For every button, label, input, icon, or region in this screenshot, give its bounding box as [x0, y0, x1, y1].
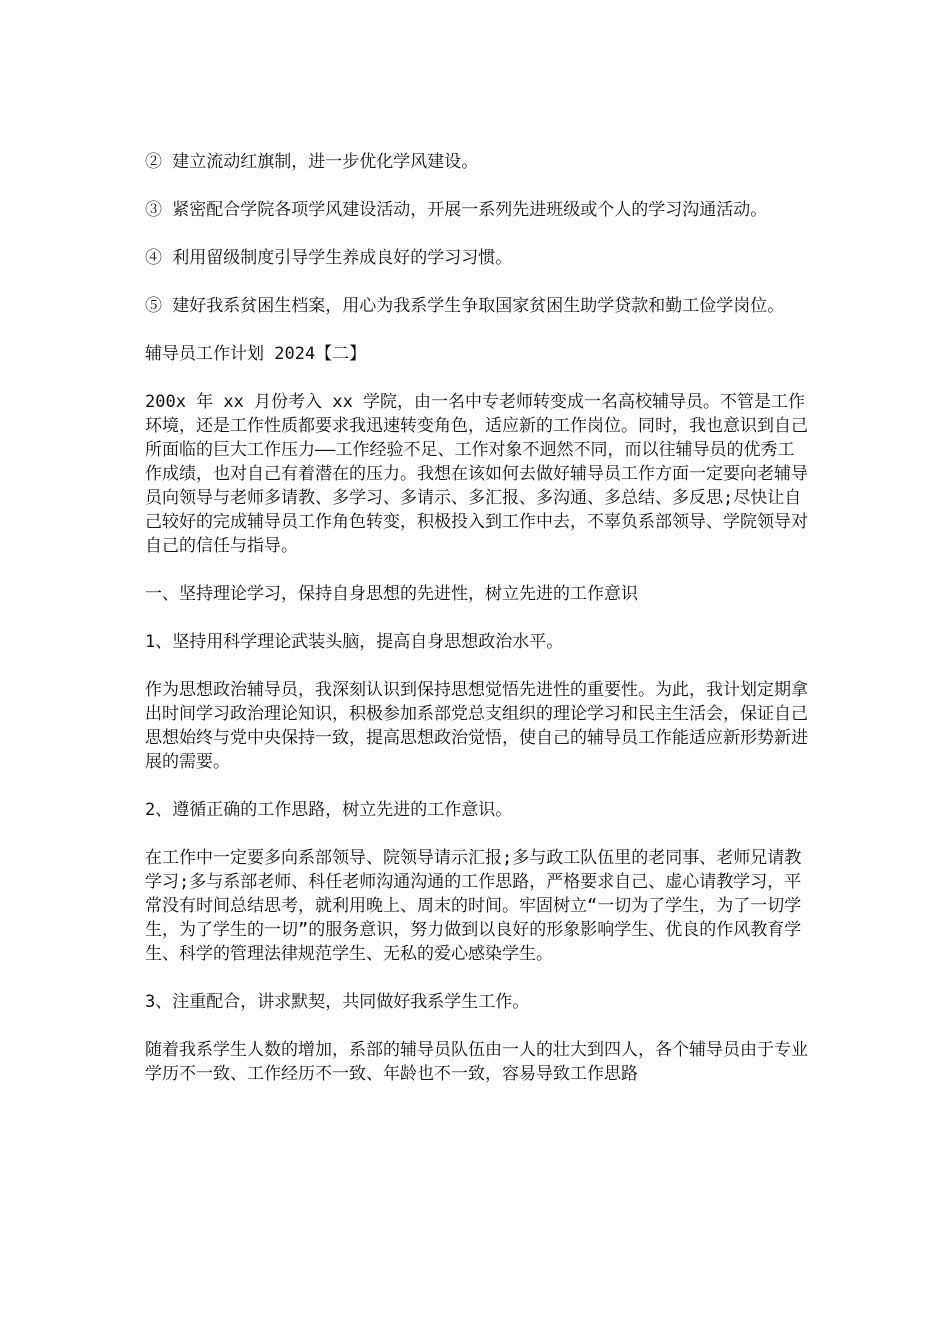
document-body [145, 150, 810, 1110]
body-paragraph-1: 作为思想政治辅导员，我深刻认识到保持思想觉悟先进性的重要性。为此，我计划定期拿出时间学习政治理论知识，积极参加系部党总支组织的理论学习和民主生活会，保证自己思想始终与党中央保持一致，提高思想政治觉悟，使自己的辅导员工作能适应新形势新进展的需要。 [145, 680, 808, 772]
body-paragraph-3: 随着我系学生人数的增加，系部的辅导员队伍由一人的壮大到四人，各个辅导员由于专业学历不一致、工作经历不一致、年龄也不一致，容易导致工作思路 [145, 1040, 808, 1084]
body-paragraph-2: 在工作中一定要多向系部领导、院领导请示汇报;多与政工队伍里的老同事、老师兄请教学习;多与系部老师、科任老师沟通沟通的工作思路，严格要求自己、虚心请教学习，平常没有时间总结思考，就利用晚上、周末的时间。牢固树立“一切为了学生，为了一切学生，为了学生的一切”的服务意识，努力做到以良好的形象影响学生、优良的作风教育学生、科学的管理法律规范学生、无私的爱心感染学生。 [145, 848, 802, 964]
subheading-2: 2、遵循正确的工作思路，树立先进的工作意识。 [145, 800, 513, 820]
list-item-5: ⑤ 建好我系贫困生档案，用心为我系学生争取国家贫困生助学贷款和勤工俭学岗位。 [145, 296, 785, 316]
heading-part-1: 一、坚持理论学习，保持自身思想的先进性，树立先进的工作意识 [145, 584, 638, 604]
intro-paragraph: 200x 年 xx 月份考入 xx 学院，由一名中专老师转变成一名高校辅导员。不管是工作环境，还是工作性质都要求我迅速转变角色，适应新的工作岗位。同时，我也意识到自己所面临的巨大工作压力——工作经验不足、工作对象不迥然不同，而以往辅导员的优秀工作成绩，也对自己有着潜在的压力。我想在该如何去做好辅导员工作方面一定要向老辅导员向领导与老师多请教、多学习、多请示、多汇报、多沟通、多总结、多反思;尽快让自己较好的完成辅导员工作角色转变，积极投入到工作中去，不辜负系部领导、学院领导对自己的信任与指导。 [145, 392, 808, 556]
list-item-2: ② 建立流动红旗制，进一步优化学风建设。 [145, 152, 479, 172]
subheading-3: 3、注重配合，讲求默契，共同做好我系学生工作。 [145, 992, 530, 1012]
section-title: 辅导员工作计划 2024【二】 [145, 344, 367, 364]
list-item-4: ④ 利用留级制度引导学生养成良好的学习习惯。 [145, 248, 513, 268]
list-item-3: ③ 紧密配合学院各项学风建设活动，开展一系列先进班级或个人的学习沟通活动。 [145, 200, 768, 220]
subheading-1: 1、坚持用科学理论武装头脑，提高自身思想政治水平。 [145, 632, 564, 652]
